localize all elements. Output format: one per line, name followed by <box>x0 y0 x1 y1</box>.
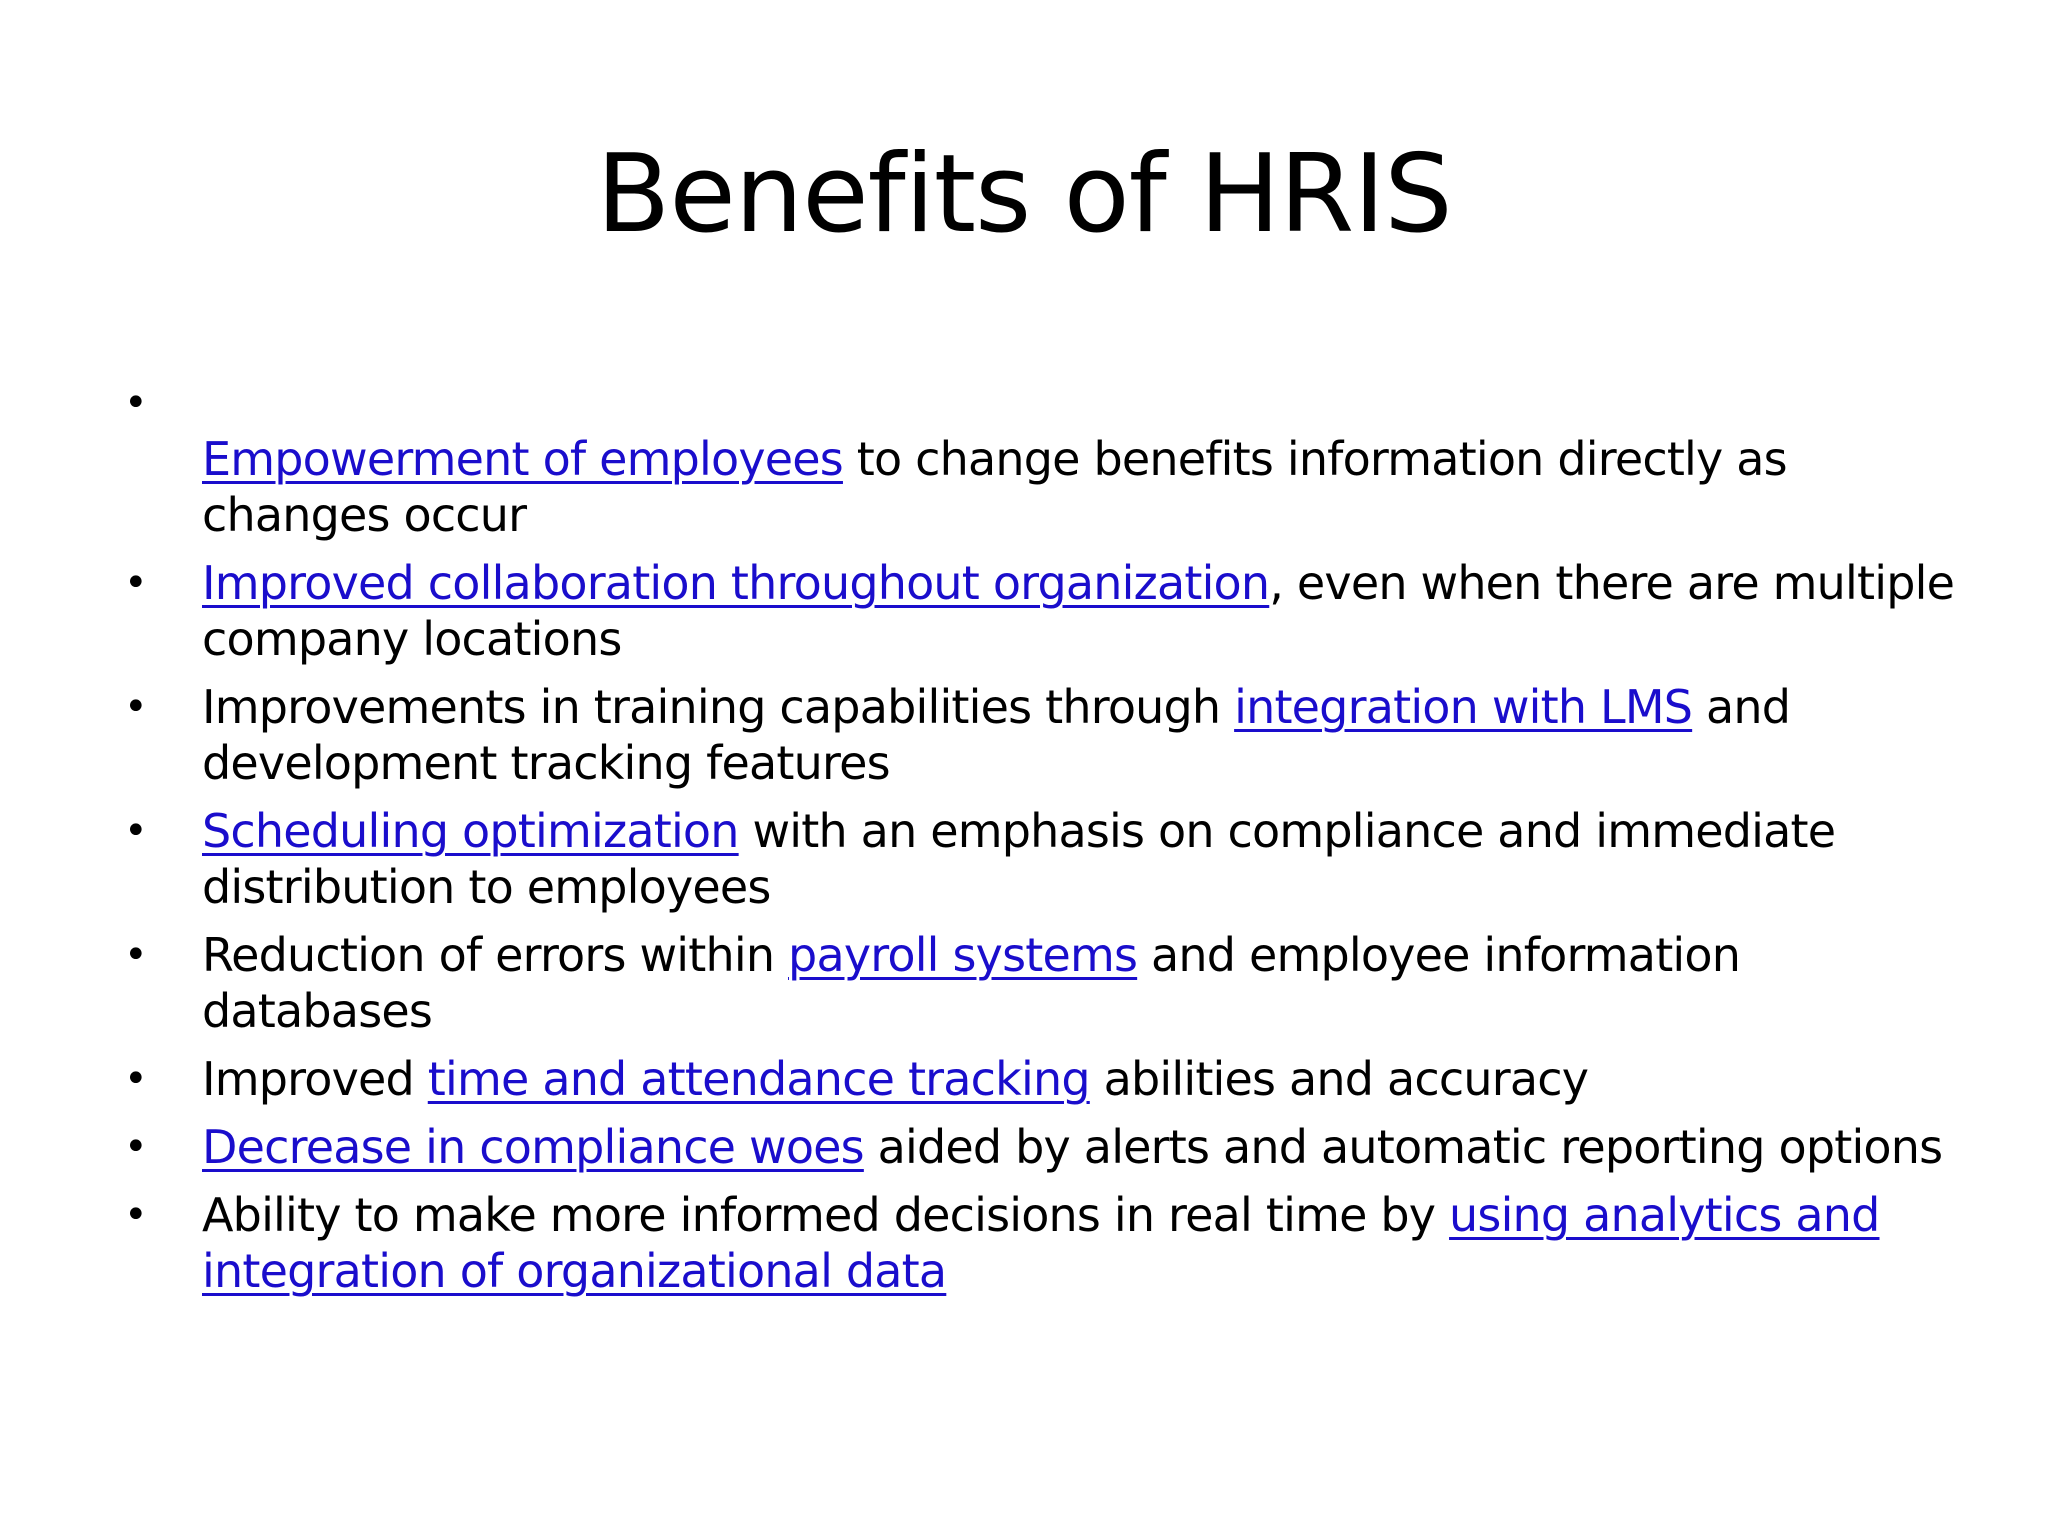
link-using-analytics[interactable]: using analytics and integration of organizational data <box>202 1188 1880 1298</box>
link-decrease-in-compliance-woes[interactable]: Decrease in compliance woes <box>202 1120 864 1174</box>
text-after-link: , even when there are multiple company locations <box>202 556 1955 666</box>
bullet-text <box>202 1052 1588 1106</box>
bullet-dot-icon: • <box>124 932 147 978</box>
link-integration-with-lms[interactable]: integration with LMS <box>1234 680 1693 734</box>
bullet-text <box>202 928 1740 1038</box>
text-after-link: with an emphasis on compliance and immediate distribution to employees <box>202 804 1836 914</box>
bullet-dot-icon: • <box>124 808 147 854</box>
bullet-dot-icon: • <box>124 684 147 730</box>
bullet-item-analytics <box>120 1187 1960 1299</box>
text-before-link: Improvements in training capabilities through <box>202 680 1235 734</box>
bullet-dot-icon: • <box>124 380 147 426</box>
bullet-dot-icon: • <box>124 560 147 606</box>
bullet-text <box>202 804 1835 914</box>
bullet-text <box>202 1188 1880 1298</box>
bullet-item-empowerment <box>120 375 1960 543</box>
slide-title: Benefits of HRIS <box>596 132 1452 257</box>
bullet-item-attendance <box>120 1051 1960 1107</box>
link-improved-collaboration[interactable]: Improved collaboration throughout organization <box>202 556 1270 610</box>
bullet-item-compliance <box>120 1119 1960 1175</box>
link-time-and-attendance-tracking[interactable]: time and attendance tracking <box>427 1052 1090 1106</box>
bullet-item-payroll <box>120 927 1960 1039</box>
text-after-link: abilities and accuracy <box>1089 1052 1589 1106</box>
link-empowerment-of-employees[interactable]: Empowerment of employees <box>202 432 843 486</box>
link-scheduling-optimization[interactable]: Scheduling optimization <box>202 804 739 858</box>
bullet-item-training <box>120 679 1960 791</box>
bullet-text <box>202 680 1790 790</box>
bullet-dot-icon: • <box>124 1192 147 1238</box>
bullet-item-scheduling <box>120 803 1960 915</box>
text-before-link: Improved <box>202 1052 428 1106</box>
text-before-link: Ability to make more informed decisions in real time by <box>202 1188 1450 1242</box>
bullet-text <box>202 1120 1942 1174</box>
bullet-item-collaboration <box>120 555 1960 667</box>
text-after-link: and development tracking features <box>202 680 1791 790</box>
text-after-link: to change benefits information directly as changes occur <box>202 432 1787 542</box>
text-after-link: aided by alerts and automatic reporting options <box>863 1120 1943 1174</box>
bullet-list <box>120 375 1960 1311</box>
text-before-link: Reduction of errors within <box>202 928 789 982</box>
bullet-text <box>202 556 1954 666</box>
bullet-dot-icon: • <box>124 1056 147 1102</box>
bullet-text <box>202 375 1960 543</box>
link-payroll-systems[interactable]: payroll systems <box>788 928 1138 982</box>
bullet-dot-icon: • <box>124 1124 147 1170</box>
text-after-link: and employee information databases <box>202 928 1741 1038</box>
